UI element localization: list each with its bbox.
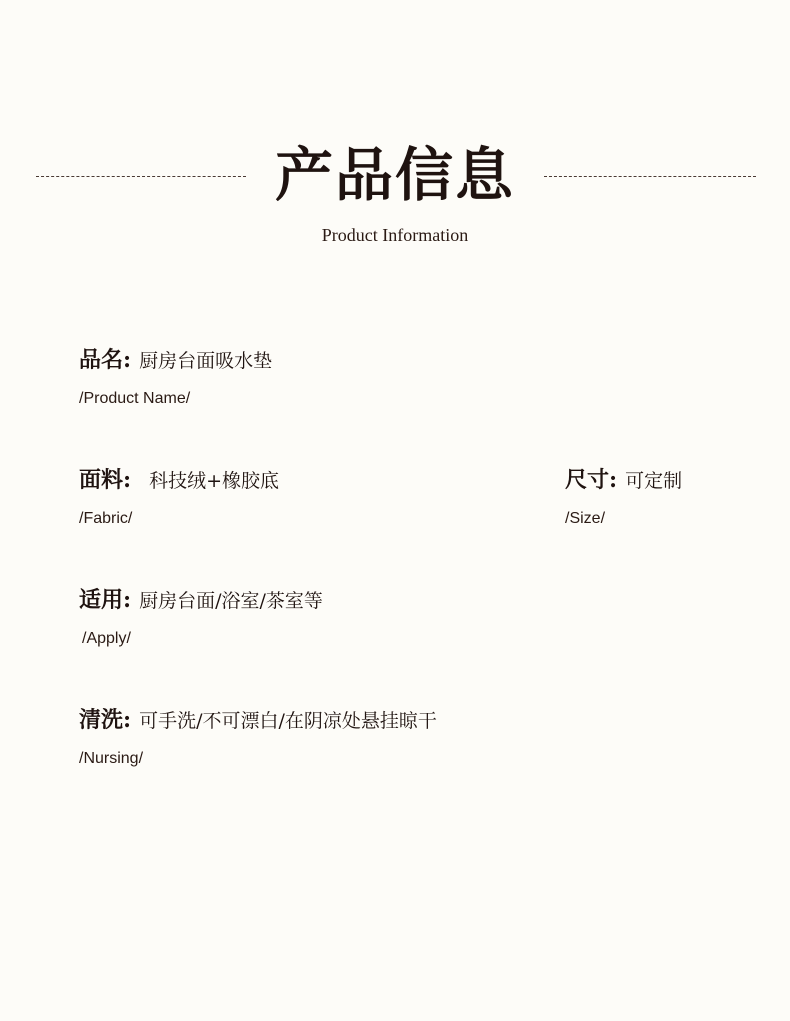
apply-label: 适用:	[79, 587, 132, 613]
size-label: 尺寸:	[565, 467, 618, 493]
size-en-label: /Size/	[565, 510, 606, 527]
product-name-en-label: /Product Name/	[79, 390, 191, 407]
nursing-field	[79, 706, 437, 769]
page-subtitle: Product Information	[321, 225, 469, 245]
apply-value: 厨房台面/浴室/茶室等	[139, 590, 323, 612]
product-name-value: 厨房台面吸水垫	[139, 350, 273, 372]
apply-en-label: /Apply/	[82, 630, 131, 647]
product-name-field	[79, 346, 272, 409]
fabric-label: 面料:	[79, 467, 132, 493]
size-field	[565, 466, 682, 529]
fabric-en-label: /Fabric/	[79, 510, 133, 527]
fabric-field	[79, 466, 279, 529]
size-value: 可定制	[625, 470, 683, 492]
nursing-label: 清洗:	[79, 707, 132, 733]
nursing-en-label: /Nursing/	[79, 750, 144, 767]
apply-field	[79, 586, 323, 649]
fabric-value: 科技绒+橡胶底	[149, 470, 280, 492]
nursing-value: 可手洗/不可漂白/在阴凉处悬挂晾干	[139, 710, 437, 732]
page-title: 产品信息	[274, 141, 515, 209]
product-name-label: 品名:	[79, 347, 132, 373]
